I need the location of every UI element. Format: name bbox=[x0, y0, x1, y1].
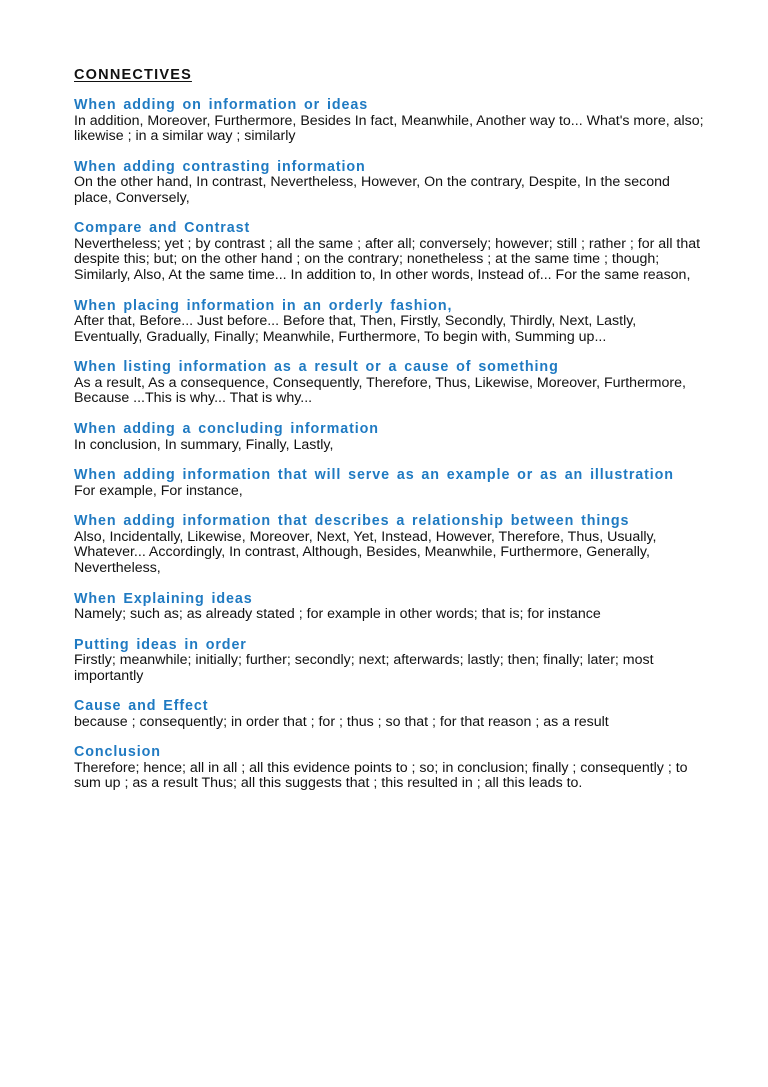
section-body: On the other hand, In contrast, Nevertheless, However, On the contrary, Despite, In the second place, Conversely, bbox=[74, 174, 670, 206]
section-heading: When listing information as a result or a cause of something bbox=[74, 359, 559, 376]
document-page bbox=[74, 66, 704, 807]
document-title: CONNECTIVES bbox=[74, 67, 192, 83]
section-heading: Conclusion bbox=[74, 744, 161, 761]
section-orderly-fashion bbox=[74, 299, 704, 346]
section-result-or-cause bbox=[74, 360, 704, 407]
section-explaining-ideas bbox=[74, 592, 704, 623]
section-compare-contrast bbox=[74, 221, 704, 283]
section-ideas-in-order bbox=[74, 638, 704, 685]
section-heading: Compare and Contrast bbox=[74, 220, 251, 237]
section-example-illustration bbox=[74, 468, 704, 499]
section-body: For example, For instance, bbox=[74, 482, 243, 499]
section-body: In conclusion, In summary, Finally, Lastly, bbox=[74, 436, 334, 453]
section-body: Nevertheless; yet ; by contrast ; all the same ; after all; conversely; however; still ; rather ; for all that despite this; but; on the other hand ; on the contrary; nonetheless ; at the same time ; though; Similarly, Also, At the same time... In addition to, In other words, Instead of... For the same reason, bbox=[74, 235, 701, 284]
section-body: Also, Incidentally, Likewise, Moreover, Next, Yet, Instead, However, Therefore, Thus, Usually, Whatever... Accordingly, In contrast, Although, Besides, Meanwhile, Furthermore, Generally, Nevertheless, bbox=[74, 528, 657, 576]
section-body: After that, Before... Just before... Before that, Then, Firstly, Secondly, Thirdly, Next, Lastly, Eventually, Gradually, Finally; Meanwhile, Furthermore, To begin with, Summing up... bbox=[74, 313, 637, 345]
section-body: because ; consequently; in order that ; for ; thus ; so that ; for that reason ; as a result bbox=[74, 713, 609, 730]
section-body: Firstly; meanwhile; initially; further; secondly; next; afterwards; lastly; then; finally; later; most importantly bbox=[74, 652, 654, 684]
section-heading: When adding contrasting information bbox=[74, 158, 366, 175]
section-heading: When adding on information or ideas bbox=[74, 97, 369, 113]
section-heading: When placing information in an orderly fashion, bbox=[74, 297, 453, 314]
section-body: Namely; such as; as already stated ; for example in other words; that is; for instance bbox=[74, 606, 601, 622]
section-heading: Putting ideas in order bbox=[74, 636, 247, 653]
section-heading: Cause and Effect bbox=[74, 698, 209, 715]
section-heading: When Explaining ideas bbox=[74, 590, 253, 607]
section-adding-information bbox=[74, 98, 704, 145]
section-contrasting-information bbox=[74, 160, 704, 207]
section-cause-effect bbox=[74, 699, 704, 730]
section-body: Therefore; hence; all in all ; all this evidence points to ; so; in conclusion; finally ; consequently ; to sum up ; as a result Thus; all this suggests that ; this resulted in ; all this leads to. bbox=[74, 759, 688, 792]
section-heading: When adding a concluding information bbox=[74, 421, 379, 438]
section-heading: When adding information that will serve as an example or as an illustration bbox=[74, 467, 674, 484]
section-conclusion bbox=[74, 745, 704, 792]
section-body: In addition, Moreover, Furthermore, Besides In fact, Meanwhile, Another way to... What's more, also; likewise ; in a similar way ; similarly bbox=[74, 112, 704, 145]
section-relationship bbox=[74, 514, 704, 576]
section-body: As a result, As a consequence, Consequently, Therefore, Thus, Likewise, Moreover, Furthermore, Because ...This is why... That is why... bbox=[74, 374, 686, 407]
section-heading: When adding information that describes a relationship between things bbox=[74, 513, 630, 530]
section-concluding-information bbox=[74, 422, 704, 453]
